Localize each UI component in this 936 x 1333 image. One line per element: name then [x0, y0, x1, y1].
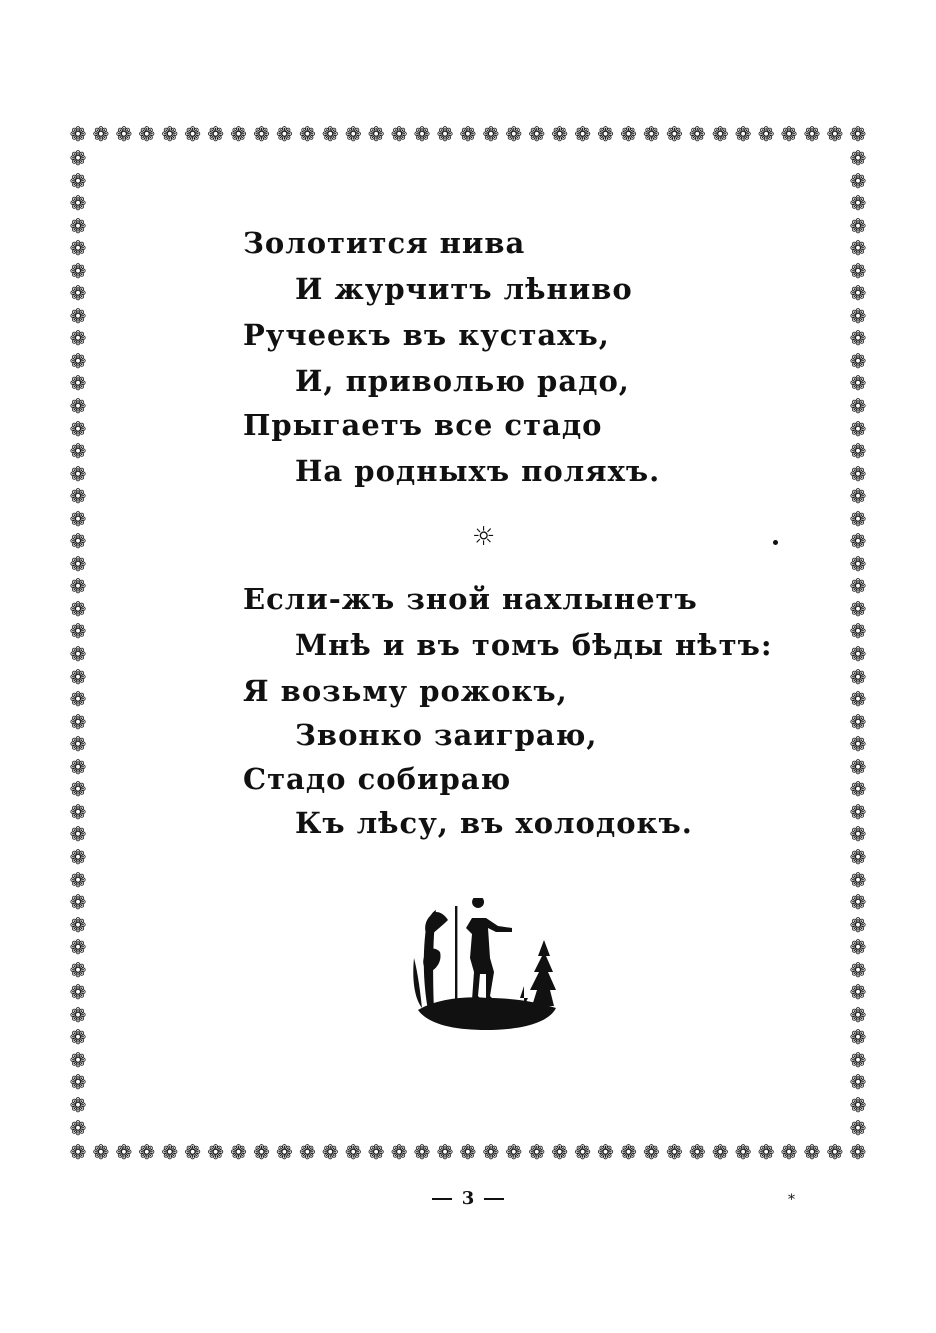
- floral-ornament-icon: ❁: [849, 1115, 867, 1140]
- border-right: [848, 148, 868, 1138]
- verse-line: И, приволью радо,: [295, 364, 630, 398]
- floral-ornament-icon: ❁: [849, 281, 867, 306]
- floral-ornament-icon: ❁: [367, 1140, 385, 1164]
- floral-ornament-icon: ❁: [69, 844, 87, 869]
- floral-ornament-icon: ❁: [757, 1140, 775, 1164]
- floral-ornament-icon: ❁: [69, 664, 87, 689]
- floral-ornament-icon: ❁: [390, 122, 408, 146]
- floral-ornament-icon: ❁: [69, 867, 87, 892]
- floral-ornament-icon: ❁: [505, 1140, 523, 1164]
- verse-line: Я возьму рожокъ,: [243, 674, 568, 708]
- floral-ornament-icon: ❁: [849, 642, 867, 667]
- floral-ornament-icon: ❁: [436, 122, 454, 146]
- floral-ornament-icon: ❁: [849, 394, 867, 419]
- floral-ornament-icon: ❁: [849, 1002, 867, 1027]
- floral-ornament-icon: ❁: [505, 122, 523, 146]
- floral-ornament-icon: ❁: [69, 687, 87, 712]
- floral-ornament-icon: ❁: [849, 416, 867, 441]
- floral-ornament-icon: ❁: [849, 619, 867, 644]
- floral-ornament-icon: ❁: [849, 777, 867, 802]
- floral-ornament-icon: ❁: [184, 122, 202, 146]
- floral-ornament-icon: ❁: [849, 506, 867, 531]
- floral-ornament-icon: ❁: [161, 122, 179, 146]
- floral-ornament-icon: ❁: [849, 146, 867, 170]
- floral-ornament-icon: ❁: [69, 822, 87, 847]
- floral-ornament-icon: ❁: [69, 799, 87, 824]
- floral-ornament-icon: ❁: [69, 619, 87, 644]
- floral-ornament-icon: ❁: [826, 1140, 844, 1164]
- floral-ornament-icon: ❁: [69, 258, 87, 283]
- border-left: [68, 148, 88, 1138]
- floral-ornament-icon: ❁: [849, 191, 867, 216]
- floral-ornament-icon: ❁: [849, 439, 867, 464]
- floral-ornament-icon: ❁: [69, 213, 87, 238]
- floral-ornament-icon: ❁: [69, 890, 87, 915]
- floral-ornament-icon: ❁: [276, 1140, 293, 1164]
- floral-ornament-icon: ❁: [69, 326, 87, 351]
- floral-ornament-icon: ❁: [413, 1140, 431, 1164]
- verse-line: Прыгаетъ все стадо: [243, 408, 603, 442]
- floral-ornament-icon: ❁: [849, 890, 867, 915]
- floral-ornament-icon: ❁: [344, 122, 362, 146]
- floral-ornament-icon: ❁: [69, 168, 87, 193]
- floral-ornament-icon: ❁: [620, 122, 637, 146]
- floral-ornament-icon: ❁: [528, 122, 546, 146]
- floral-ornament-icon: ❁: [643, 122, 660, 146]
- floral-ornament-icon: ❁: [69, 461, 87, 486]
- floral-ornament-icon: ❁: [803, 1140, 821, 1164]
- shepherd-silhouette: [466, 898, 512, 1000]
- verse-line: Мнѣ и въ томъ бѣды нѣтъ:: [295, 628, 773, 662]
- page-number: [0, 1188, 936, 1209]
- floral-ornament-icon: ❁: [849, 957, 867, 982]
- floral-ornament-icon: ❁: [69, 709, 87, 734]
- floral-ornament-icon: ❁: [849, 912, 867, 937]
- verse-line: Звонко заиграю,: [295, 718, 598, 752]
- floral-ornament-icon: ❁: [298, 1140, 316, 1164]
- floral-ornament-icon: ❁: [849, 844, 867, 869]
- floral-ornament-icon: ❁: [849, 1092, 867, 1117]
- floral-ornament-icon: ❁: [69, 146, 87, 170]
- floral-ornament-icon: ❁: [849, 551, 867, 576]
- floral-ornament-icon: ❁: [734, 122, 752, 146]
- floral-ornament-icon: ❁: [92, 122, 110, 146]
- floral-ornament-icon: ❁: [69, 1002, 87, 1027]
- floral-ornament-icon: ❁: [849, 1070, 867, 1095]
- border-bottom: [68, 1142, 868, 1162]
- floral-ornament-icon: ❁: [69, 303, 87, 328]
- floral-ornament-icon: ❁: [69, 1025, 87, 1050]
- staff-silhouette: [455, 906, 457, 1002]
- floral-ornament-icon: ❁: [276, 122, 293, 146]
- floral-ornament-icon: ❁: [69, 122, 87, 146]
- floral-ornament-icon: ❁: [436, 1140, 454, 1164]
- floral-ornament-icon: ❁: [688, 1140, 706, 1164]
- floral-ornament-icon: ❁: [849, 935, 867, 960]
- floral-ornament-icon: ❁: [780, 1140, 798, 1164]
- floral-ornament-icon: ❁: [69, 416, 87, 441]
- floral-ornament-icon: ❁: [69, 506, 87, 531]
- floral-ornament-icon: ❁: [597, 1140, 614, 1164]
- floral-ornament-icon: ❁: [849, 664, 867, 689]
- floral-ornament-icon: ❁: [849, 168, 867, 193]
- floral-ornament-icon: ❁: [849, 484, 867, 509]
- floral-ornament-icon: ❁: [69, 1115, 87, 1140]
- floral-ornament-icon: ❁: [574, 122, 591, 146]
- fir-tree-silhouette: [530, 940, 556, 1006]
- floral-ornament-icon: ❁: [253, 1140, 270, 1164]
- floral-ornament-icon: ❁: [321, 1140, 339, 1164]
- floral-ornament-icon: ❁: [711, 122, 729, 146]
- floral-ornament-icon: ❁: [849, 213, 867, 238]
- floral-ornament-icon: ❁: [69, 777, 87, 802]
- floral-ornament-icon: ❁: [115, 122, 133, 146]
- floral-ornament-icon: ❁: [849, 1025, 867, 1050]
- ink-speck: [773, 540, 778, 545]
- floral-ornament-icon: ❁: [69, 236, 87, 261]
- floral-ornament-icon: ❁: [207, 1140, 224, 1164]
- floral-ornament-icon: ❁: [849, 687, 867, 712]
- floral-ornament-icon: ❁: [69, 281, 87, 306]
- floral-ornament-icon: ❁: [826, 122, 844, 146]
- floral-ornament-icon: ❁: [207, 122, 224, 146]
- floral-ornament-icon: ❁: [184, 1140, 202, 1164]
- floral-ornament-icon: ❁: [115, 1140, 133, 1164]
- floral-ornament-icon: ❁: [849, 461, 867, 486]
- floral-ornament-icon: ❁: [849, 596, 867, 621]
- floral-ornament-icon: ❁: [253, 122, 270, 146]
- verse-line: Золотится нива: [243, 226, 526, 260]
- floral-ornament-icon: ❁: [620, 1140, 637, 1164]
- floral-ornament-icon: ❁: [849, 236, 867, 261]
- floral-ornament-icon: ❁: [138, 1140, 156, 1164]
- floral-ornament-icon: ❁: [344, 1140, 362, 1164]
- floral-ornament-icon: ❁: [69, 529, 87, 554]
- floral-ornament-icon: ❁: [230, 122, 247, 146]
- floral-ornament-icon: ❁: [69, 551, 87, 576]
- floral-ornament-icon: ❁: [849, 371, 867, 396]
- floral-ornament-icon: ❁: [69, 1140, 87, 1164]
- floral-ornament-icon: ❁: [161, 1140, 179, 1164]
- floral-ornament-icon: ❁: [69, 371, 87, 396]
- floral-ornament-icon: ❁: [390, 1140, 408, 1164]
- floral-ornament-icon: ❁: [69, 191, 87, 216]
- floral-ornament-icon: ❁: [69, 912, 87, 937]
- floral-ornament-icon: ❁: [482, 1140, 500, 1164]
- floral-ornament-icon: ❁: [69, 394, 87, 419]
- verse-line: На родныхъ поляхъ.: [295, 454, 661, 488]
- floral-ornament-icon: ❁: [69, 980, 87, 1005]
- floral-ornament-icon: ❁: [665, 122, 683, 146]
- floral-ornament-icon: ❁: [849, 258, 867, 283]
- floral-ornament-icon: ❁: [482, 122, 500, 146]
- floral-ornament-icon: ❁: [849, 822, 867, 847]
- floral-ornament-icon: ❁: [69, 957, 87, 982]
- verse-line: Стадо собираю: [243, 762, 512, 796]
- floral-ornament-icon: ❁: [69, 596, 87, 621]
- floral-ornament-icon: ❁: [551, 122, 569, 146]
- border-top: [68, 124, 868, 144]
- floral-ornament-icon: ❁: [69, 754, 87, 779]
- floral-ornament-icon: ❁: [69, 935, 87, 960]
- floral-ornament-icon: ❁: [849, 980, 867, 1005]
- verse-line: Ручеекъ въ кустахъ,: [243, 318, 610, 352]
- shepherd-vignette: [408, 898, 564, 1032]
- floral-ornament-icon: ❁: [574, 1140, 591, 1164]
- corner-mark: *: [788, 1192, 795, 1208]
- floral-ornament-icon: ❁: [138, 122, 156, 146]
- floral-ornament-icon: ❁: [298, 122, 316, 146]
- stanza-divider-ornament: ☼: [472, 522, 496, 552]
- floral-ornament-icon: ❁: [230, 1140, 247, 1164]
- dash-left: [432, 1198, 452, 1200]
- floral-ornament-icon: ❁: [413, 122, 431, 146]
- floral-ornament-icon: ❁: [69, 732, 87, 757]
- floral-ornament-icon: ❁: [643, 1140, 660, 1164]
- floral-ornament-icon: ❁: [849, 122, 867, 146]
- floral-ornament-icon: ❁: [849, 348, 867, 373]
- floral-ornament-icon: ❁: [849, 754, 867, 779]
- floral-ornament-icon: ❁: [69, 439, 87, 464]
- floral-ornament-icon: ❁: [849, 303, 867, 328]
- floral-ornament-icon: ❁: [92, 1140, 110, 1164]
- floral-ornament-icon: ❁: [849, 1140, 867, 1164]
- floral-ornament-icon: ❁: [803, 122, 821, 146]
- page-number-value: 3: [461, 1188, 475, 1209]
- floral-ornament-icon: ❁: [757, 122, 775, 146]
- floral-ornament-icon: ❁: [849, 732, 867, 757]
- floral-ornament-icon: ❁: [688, 122, 706, 146]
- verse-line: Если-жъ зной нахлынетъ: [243, 582, 698, 616]
- floral-ornament-icon: ❁: [734, 1140, 752, 1164]
- floral-ornament-icon: ❁: [849, 574, 867, 599]
- floral-ornament-icon: ❁: [780, 122, 798, 146]
- verse-line: Къ лѣсу, въ холодокъ.: [295, 806, 693, 840]
- floral-ornament-icon: ❁: [849, 326, 867, 351]
- floral-ornament-icon: ❁: [367, 122, 385, 146]
- floral-ornament-icon: ❁: [69, 1070, 87, 1095]
- floral-ornament-icon: ❁: [69, 574, 87, 599]
- floral-ornament-icon: ❁: [528, 1140, 546, 1164]
- dash-right: [484, 1198, 504, 1200]
- floral-ornament-icon: ❁: [69, 642, 87, 667]
- floral-ornament-icon: ❁: [849, 1047, 867, 1072]
- floral-ornament-icon: ❁: [321, 122, 339, 146]
- verse-line: И журчитъ лѣниво: [295, 272, 633, 306]
- floral-ornament-icon: ❁: [597, 122, 614, 146]
- floral-ornament-icon: ❁: [69, 484, 87, 509]
- floral-ornament-icon: ❁: [69, 1047, 87, 1072]
- floral-ornament-icon: ❁: [849, 709, 867, 734]
- floral-ornament-icon: ❁: [849, 529, 867, 554]
- floral-ornament-icon: ❁: [459, 122, 477, 146]
- floral-ornament-icon: ❁: [849, 799, 867, 824]
- floral-ornament-icon: ❁: [69, 348, 87, 373]
- floral-ornament-icon: ❁: [69, 1092, 87, 1117]
- floral-ornament-icon: ❁: [711, 1140, 729, 1164]
- floral-ornament-icon: ❁: [459, 1140, 477, 1164]
- floral-ornament-icon: ❁: [849, 867, 867, 892]
- floral-ornament-icon: ❁: [665, 1140, 683, 1164]
- floral-ornament-icon: ❁: [551, 1140, 569, 1164]
